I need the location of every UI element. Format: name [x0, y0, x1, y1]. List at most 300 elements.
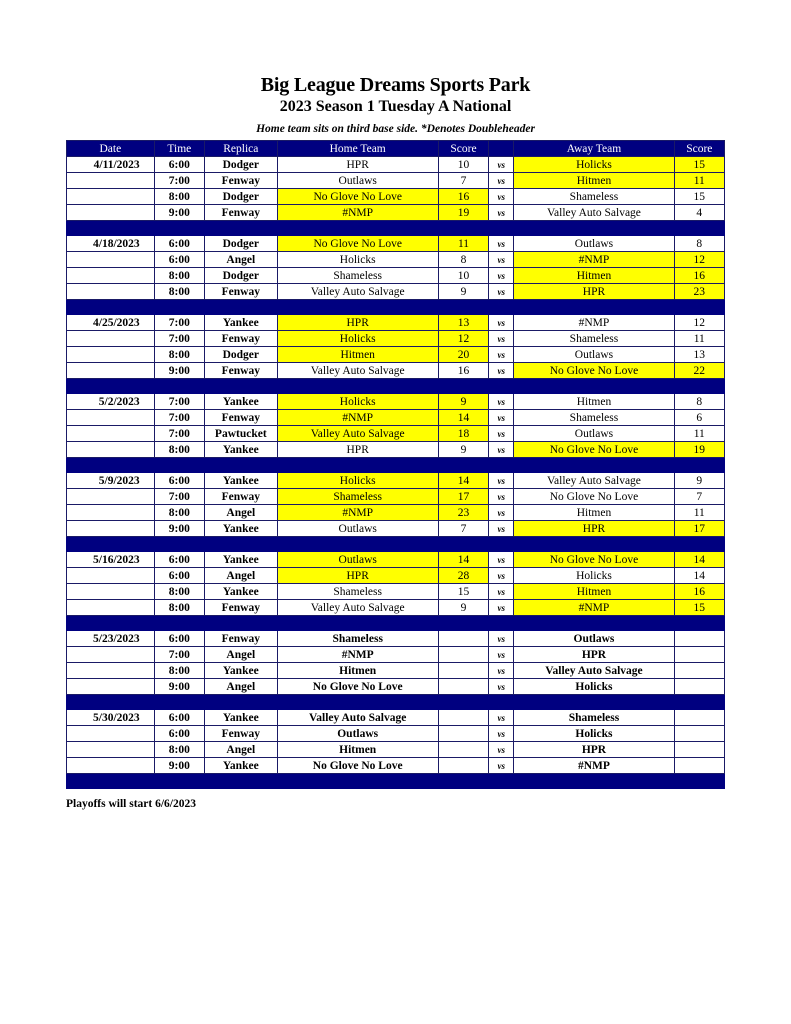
game-time: 9:00	[154, 521, 204, 537]
game-row	[67, 189, 725, 205]
separator-cell	[67, 695, 155, 710]
game-date	[67, 173, 155, 189]
game-row	[67, 726, 725, 742]
vs-label: vs	[489, 410, 514, 426]
game-row	[67, 489, 725, 505]
away-score: 16	[674, 584, 724, 600]
game-time: 9:00	[154, 363, 204, 379]
replica-field: Fenway	[205, 489, 278, 505]
week-separator	[67, 616, 725, 631]
separator-cell	[277, 458, 438, 473]
game-date	[67, 600, 155, 616]
game-time: 7:00	[154, 410, 204, 426]
game-time: 6:00	[154, 568, 204, 584]
game-row	[67, 647, 725, 663]
game-row	[67, 568, 725, 584]
separator-cell	[674, 379, 724, 394]
separator-cell	[277, 379, 438, 394]
away-team: Shameless	[514, 331, 674, 347]
away-score: 11	[674, 173, 724, 189]
away-team: HPR	[514, 284, 674, 300]
replica-field: Yankee	[205, 315, 278, 331]
home-team: No Glove No Love	[277, 679, 438, 695]
home-score: 16	[438, 363, 488, 379]
away-team: Valley Auto Salvage	[514, 663, 674, 679]
away-team: Outlaws	[514, 347, 674, 363]
replica-field: Pawtucket	[205, 426, 278, 442]
separator-cell	[489, 537, 514, 552]
separator-cell	[205, 774, 278, 789]
away-score: 11	[674, 426, 724, 442]
home-score: 8	[438, 252, 488, 268]
game-row	[67, 631, 725, 647]
game-row	[67, 363, 725, 379]
separator-cell	[438, 300, 488, 315]
away-team: Shameless	[514, 189, 674, 205]
separator-cell	[154, 300, 204, 315]
col-away-score: Score	[674, 141, 724, 157]
home-team: #NMP	[277, 205, 438, 221]
away-team: Hitmen	[514, 505, 674, 521]
separator-cell	[205, 379, 278, 394]
page-title: Big League Dreams Sports Park	[260, 74, 531, 96]
home-score: 12	[438, 331, 488, 347]
home-team: Valley Auto Salvage	[277, 600, 438, 616]
home-team: #NMP	[277, 505, 438, 521]
week-separator	[67, 695, 725, 710]
game-date: 5/30/2023	[67, 710, 155, 726]
col-date: Date	[67, 141, 155, 157]
replica-field: Yankee	[205, 710, 278, 726]
game-time: 8:00	[154, 189, 204, 205]
home-score: 14	[438, 473, 488, 489]
home-team: #NMP	[277, 410, 438, 426]
vs-label: vs	[489, 189, 514, 205]
vs-label: vs	[489, 236, 514, 252]
game-row	[67, 252, 725, 268]
separator-cell	[438, 616, 488, 631]
game-row	[67, 268, 725, 284]
game-time: 8:00	[154, 584, 204, 600]
away-score: 15	[674, 189, 724, 205]
away-score: 7	[674, 489, 724, 505]
vs-label: vs	[489, 647, 514, 663]
home-score: 10	[438, 268, 488, 284]
separator-cell	[67, 537, 155, 552]
away-team: Outlaws	[514, 236, 674, 252]
replica-field: Angel	[205, 505, 278, 521]
away-team: Holicks	[514, 568, 674, 584]
away-score	[674, 710, 724, 726]
game-row	[67, 347, 725, 363]
home-score: 11	[438, 236, 488, 252]
vs-label: vs	[489, 489, 514, 505]
home-score	[438, 679, 488, 695]
home-score: 13	[438, 315, 488, 331]
game-time: 8:00	[154, 663, 204, 679]
vs-label: vs	[489, 710, 514, 726]
vs-label: vs	[489, 284, 514, 300]
away-score: 22	[674, 363, 724, 379]
home-score: 7	[438, 173, 488, 189]
game-time: 7:00	[154, 315, 204, 331]
game-time: 6:00	[154, 157, 204, 173]
game-date	[67, 205, 155, 221]
away-score	[674, 758, 724, 774]
game-row	[67, 331, 725, 347]
vs-label: vs	[489, 631, 514, 647]
col-home-score: Score	[438, 141, 488, 157]
home-team: No Glove No Love	[277, 189, 438, 205]
home-score	[438, 647, 488, 663]
week-separator	[67, 458, 725, 473]
vs-label: vs	[489, 157, 514, 173]
home-score: 7	[438, 521, 488, 537]
game-row	[67, 600, 725, 616]
game-row	[67, 394, 725, 410]
vs-label: vs	[489, 600, 514, 616]
separator-cell	[205, 616, 278, 631]
schedule-body	[67, 157, 725, 789]
game-date	[67, 758, 155, 774]
separator-cell	[277, 221, 438, 236]
home-team: Valley Auto Salvage	[277, 426, 438, 442]
replica-field: Fenway	[205, 173, 278, 189]
game-time: 7:00	[154, 426, 204, 442]
vs-label: vs	[489, 347, 514, 363]
replica-field: Dodger	[205, 236, 278, 252]
away-score: 17	[674, 521, 724, 537]
game-time: 6:00	[154, 473, 204, 489]
game-time: 8:00	[154, 442, 204, 458]
separator-cell	[67, 774, 155, 789]
game-time: 7:00	[154, 331, 204, 347]
vs-label: vs	[489, 521, 514, 537]
away-score	[674, 679, 724, 695]
separator-cell	[674, 774, 724, 789]
home-score	[438, 631, 488, 647]
game-date	[67, 568, 155, 584]
week-separator	[67, 379, 725, 394]
game-row	[67, 758, 725, 774]
separator-cell	[67, 221, 155, 236]
home-score: 23	[438, 505, 488, 521]
col-away-team: Away Team	[514, 141, 674, 157]
game-date	[67, 284, 155, 300]
home-score	[438, 742, 488, 758]
separator-cell	[514, 458, 674, 473]
game-date	[67, 505, 155, 521]
separator-cell	[514, 221, 674, 236]
game-row	[67, 473, 725, 489]
home-team: Holicks	[277, 473, 438, 489]
home-team: Holicks	[277, 394, 438, 410]
vs-label: vs	[489, 552, 514, 568]
home-score: 14	[438, 410, 488, 426]
game-date	[67, 189, 155, 205]
away-score: 8	[674, 236, 724, 252]
away-team: No Glove No Love	[514, 363, 674, 379]
week-separator	[67, 774, 725, 789]
replica-field: Fenway	[205, 331, 278, 347]
away-score: 4	[674, 205, 724, 221]
home-team: Holicks	[277, 331, 438, 347]
game-time: 9:00	[154, 679, 204, 695]
away-team: Shameless	[514, 410, 674, 426]
game-date	[67, 584, 155, 600]
game-time: 7:00	[154, 647, 204, 663]
away-score: 23	[674, 284, 724, 300]
replica-field: Yankee	[205, 663, 278, 679]
game-time: 6:00	[154, 236, 204, 252]
home-score: 20	[438, 347, 488, 363]
separator-cell	[67, 616, 155, 631]
replica-field: Angel	[205, 679, 278, 695]
home-score	[438, 758, 488, 774]
home-team: Shameless	[277, 489, 438, 505]
home-team: No Glove No Love	[277, 758, 438, 774]
game-row	[67, 552, 725, 568]
separator-cell	[438, 221, 488, 236]
game-date	[67, 679, 155, 695]
home-team: Shameless	[277, 584, 438, 600]
game-date: 5/2/2023	[67, 394, 155, 410]
col-replica: Replica	[205, 141, 278, 157]
vs-label: vs	[489, 679, 514, 695]
separator-cell	[277, 300, 438, 315]
vs-label: vs	[489, 758, 514, 774]
separator-cell	[154, 616, 204, 631]
replica-field: Yankee	[205, 758, 278, 774]
separator-cell	[674, 616, 724, 631]
game-time: 8:00	[154, 742, 204, 758]
week-separator	[67, 300, 725, 315]
vs-label: vs	[489, 473, 514, 489]
game-time: 6:00	[154, 631, 204, 647]
separator-cell	[205, 221, 278, 236]
separator-cell	[489, 379, 514, 394]
away-score: 12	[674, 252, 724, 268]
home-score: 9	[438, 600, 488, 616]
separator-cell	[489, 458, 514, 473]
home-team: #NMP	[277, 647, 438, 663]
separator-cell	[514, 616, 674, 631]
home-score	[438, 710, 488, 726]
home-team: No Glove No Love	[277, 236, 438, 252]
away-score: 8	[674, 394, 724, 410]
away-score: 14	[674, 552, 724, 568]
header-row	[67, 141, 725, 157]
away-team: Holicks	[514, 679, 674, 695]
game-date	[67, 647, 155, 663]
home-team: Hitmen	[277, 347, 438, 363]
game-date	[67, 489, 155, 505]
col-home-team: Home Team	[277, 141, 438, 157]
game-row	[67, 205, 725, 221]
separator-cell	[674, 537, 724, 552]
separator-cell	[154, 458, 204, 473]
game-date	[67, 663, 155, 679]
separator-cell	[438, 379, 488, 394]
schedule-table	[66, 140, 725, 789]
game-date	[67, 726, 155, 742]
vs-label: vs	[489, 394, 514, 410]
separator-cell	[514, 300, 674, 315]
game-date	[67, 521, 155, 537]
home-score: 10	[438, 157, 488, 173]
game-time: 6:00	[154, 552, 204, 568]
away-team: Shameless	[514, 710, 674, 726]
home-team: Valley Auto Salvage	[277, 363, 438, 379]
game-row	[67, 284, 725, 300]
replica-field: Angel	[205, 742, 278, 758]
game-time: 9:00	[154, 758, 204, 774]
away-team: Hitmen	[514, 268, 674, 284]
replica-field: Fenway	[205, 600, 278, 616]
replica-field: Yankee	[205, 552, 278, 568]
vs-label: vs	[489, 584, 514, 600]
separator-cell	[277, 695, 438, 710]
col-time: Time	[154, 141, 204, 157]
game-date: 5/23/2023	[67, 631, 155, 647]
away-team: #NMP	[514, 315, 674, 331]
game-date: 5/16/2023	[67, 552, 155, 568]
separator-cell	[489, 774, 514, 789]
home-score: 19	[438, 205, 488, 221]
col-vs	[489, 141, 514, 157]
replica-field: Dodger	[205, 189, 278, 205]
game-time: 7:00	[154, 394, 204, 410]
game-time: 8:00	[154, 268, 204, 284]
replica-field: Fenway	[205, 205, 278, 221]
separator-cell	[205, 695, 278, 710]
away-team: No Glove No Love	[514, 442, 674, 458]
away-score: 13	[674, 347, 724, 363]
away-score: 15	[674, 600, 724, 616]
separator-cell	[67, 300, 155, 315]
separator-cell	[438, 537, 488, 552]
replica-field: Yankee	[205, 394, 278, 410]
home-team: Shameless	[277, 631, 438, 647]
away-score	[674, 726, 724, 742]
separator-cell	[674, 458, 724, 473]
game-row	[67, 410, 725, 426]
home-team: Valley Auto Salvage	[277, 710, 438, 726]
away-score: 11	[674, 331, 724, 347]
home-score: 18	[438, 426, 488, 442]
away-score: 9	[674, 473, 724, 489]
home-team: HPR	[277, 157, 438, 173]
home-score: 14	[438, 552, 488, 568]
vs-label: vs	[489, 363, 514, 379]
home-team: Hitmen	[277, 663, 438, 679]
replica-field: Fenway	[205, 410, 278, 426]
game-date	[67, 442, 155, 458]
home-score: 9	[438, 442, 488, 458]
game-time: 6:00	[154, 710, 204, 726]
vs-label: vs	[489, 442, 514, 458]
game-date: 4/18/2023	[67, 236, 155, 252]
away-team: Valley Auto Salvage	[514, 205, 674, 221]
away-team: #NMP	[514, 758, 674, 774]
vs-label: vs	[489, 426, 514, 442]
game-row	[67, 426, 725, 442]
vs-label: vs	[489, 505, 514, 521]
game-time: 8:00	[154, 505, 204, 521]
game-row	[67, 521, 725, 537]
separator-cell	[438, 695, 488, 710]
separator-cell	[438, 458, 488, 473]
home-team: Valley Auto Salvage	[277, 284, 438, 300]
separator-cell	[154, 537, 204, 552]
separator-cell	[514, 695, 674, 710]
game-time: 8:00	[154, 347, 204, 363]
home-score: 16	[438, 189, 488, 205]
game-row	[67, 442, 725, 458]
game-row	[67, 742, 725, 758]
away-team: #NMP	[514, 600, 674, 616]
vs-label: vs	[489, 268, 514, 284]
page-subtitle: 2023 Season 1 Tuesday A National	[279, 98, 512, 115]
vs-label: vs	[489, 726, 514, 742]
home-score: 17	[438, 489, 488, 505]
home-team: HPR	[277, 315, 438, 331]
separator-cell	[205, 537, 278, 552]
away-score	[674, 663, 724, 679]
separator-cell	[489, 616, 514, 631]
separator-cell	[674, 221, 724, 236]
home-score: 9	[438, 284, 488, 300]
away-team: HPR	[514, 742, 674, 758]
separator-cell	[438, 774, 488, 789]
away-team: Holicks	[514, 157, 674, 173]
replica-field: Dodger	[205, 347, 278, 363]
separator-cell	[67, 379, 155, 394]
separator-cell	[489, 695, 514, 710]
separator-cell	[154, 379, 204, 394]
replica-field: Yankee	[205, 521, 278, 537]
home-score: 15	[438, 584, 488, 600]
vs-label: vs	[489, 663, 514, 679]
vs-label: vs	[489, 315, 514, 331]
game-date: 5/9/2023	[67, 473, 155, 489]
away-team: Hitmen	[514, 394, 674, 410]
separator-cell	[489, 300, 514, 315]
away-score: 12	[674, 315, 724, 331]
replica-field: Dodger	[205, 268, 278, 284]
replica-field: Fenway	[205, 284, 278, 300]
vs-label: vs	[489, 742, 514, 758]
vs-label: vs	[489, 331, 514, 347]
replica-field: Fenway	[205, 726, 278, 742]
game-date	[67, 268, 155, 284]
separator-cell	[277, 774, 438, 789]
playoffs-note: Playoffs will start 6/6/2023	[66, 798, 196, 810]
game-date	[67, 252, 155, 268]
away-score: 11	[674, 505, 724, 521]
game-row	[67, 173, 725, 189]
home-team: Shameless	[277, 268, 438, 284]
away-score	[674, 647, 724, 663]
game-time: 7:00	[154, 173, 204, 189]
away-team: Hitmen	[514, 584, 674, 600]
game-time: 6:00	[154, 726, 204, 742]
game-date: 4/25/2023	[67, 315, 155, 331]
replica-field: Fenway	[205, 631, 278, 647]
replica-field: Fenway	[205, 363, 278, 379]
away-score: 16	[674, 268, 724, 284]
replica-field: Angel	[205, 568, 278, 584]
